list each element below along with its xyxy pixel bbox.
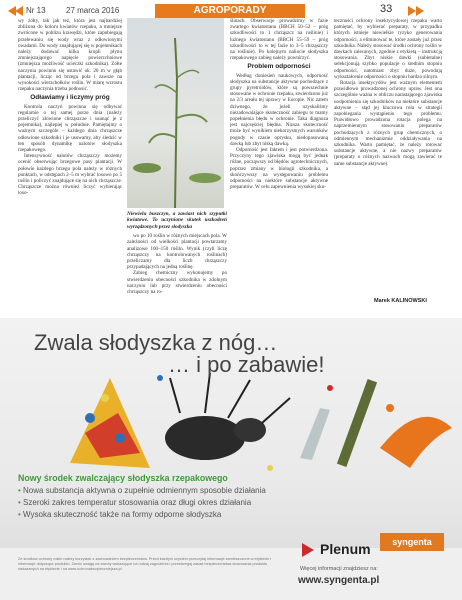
bullet-text: Wysoka skuteczność także na formy odporne słodyszka [23, 510, 222, 519]
paragraph: Według doniesień naukowych, odporność słodyszka na substancje aktywne pochodzące z grupy pyretroidów, które są powszechnie stosowane w ochronie rzepaku, stwierdzono już na 2/3 areału tej uprawy w Europie. Nic zatem dziwnego, że jeżeli uzyskaliśmy niezadowalające skuteczność zabiegu to mamy popełnienia błędu w ochronie. Taka diagnoza jest najczęściej błędna. Nizsza skuteczność może być wynikiem niekorzystnych warunków pogody w czasie oprysku, niedopasowaną dawką lub zbyt niską dawką. [230, 72, 328, 147]
ad-footer [0, 548, 462, 600]
paragraph: ślinach. Obserwacje prowadzimy w fazie zwartego kwiatostanu (BBCH 50–52 – próg szkodliwości to 1 chrząszcz na roślinie) i luźnego kwiatostanu (BBCH 55–59 – próg szkodliwości to w tej fazie to 3–5 chrząszczy na roślinie). Po kolejnym naliocie słodyszka rzepakowego zabieg należy powtórzyć. [230, 18, 328, 62]
issue-date: 27 marca 2016 [66, 6, 120, 15]
bullet-icon: • [18, 486, 24, 495]
article-column-2 [127, 211, 227, 310]
ad-bullet [18, 510, 221, 519]
right-chevron-icon [408, 6, 416, 16]
page-number: 33 [380, 3, 393, 15]
left-chevron-icon-2 [15, 6, 23, 16]
section-heading: Odławiamy i liczymy próg [30, 94, 110, 102]
more-info-label: Więcej informacji znajdziesz na: [300, 566, 378, 572]
section-heading: Problem odporności [247, 63, 311, 71]
issue-number: Nr 13 [26, 6, 46, 15]
website-link[interactable]: www.syngenta.pl [298, 575, 380, 586]
paragraph: teczności ochrony insektycydowej rzepaku warto pamiętać, by wybierać preparaty, w przypadku których istnieje niewielkie ryzyko generowania odporności, a eliminować te, które zostały już przez szkodnika. Należy stosować środki ochrony roślin w dawkach zalecanych, zgodnie z etykietą – instrukcją stosowania. Zbyt niskie dawki (subletalne) selekcjonują szybko populacje o średnim stopniu odporności, natomiast zbyt duże, powodują wykształcenie odporności o stopniu bardzo silnym. [334, 18, 442, 80]
ad-title-line-2: … i po zabawie! [168, 352, 325, 377]
bullet-text: Szeroki zakres temperatur stosowania oraz długi okres działania [23, 498, 252, 507]
paragraph: Odporność jest faktem i jest potwierdzona. Przyczyny tego zjawiska mogą być jednak różne, począwszy od błędów agrotechnicznych, poprzez zmiany w biologii szkodnika, a skończywszy na występowaniu problemu odporności na niektóre substancje aktywne preparatów. W celu zapewnienia wysokiej sku- [230, 147, 328, 191]
photo-caption: Niewielu buszczyn, a zawiast nich szyputki kwiatowe. To uczynione skutek uszkodzeń wyrządzonych przez słodyszka [127, 211, 227, 230]
paragraph: Intensywność nalotów chrząszczy możemy ocenić obserwując brzegowe pasy plantacji. W połowie każdego brzegu pola należy w różnych punktach, w odstępach 2–5 m wybrać losowo po 5 roślin i policzyć znajdujące się na nich chrząszcze. Chrząszcze można również liczyć wybierając loso- [18, 153, 122, 197]
plant-illustration [127, 18, 224, 208]
ad-headline: Nowy środek zwalczający słodyszka rzepakowego [18, 473, 228, 483]
legal-text: Ze środków ochrony roślin należy korzystać z zachowaniem bezpieczeństwa. Przed każdym użyciem przeczytaj informacje zamieszczone w etykiecie i informacje dotyczące produktu. Zwróć uwagę na zwroty wskazujące na rodzaj zagrożenia i przestrzegaj zasad bezpieczeństwa stosowania produktu wskazanych na etykiecie i na www.ochronabezpieczniejsza.pl [18, 557, 272, 571]
right-chevron-icon-2 [416, 6, 424, 16]
paragraph: Zabieg chemiczny wykonujemy po stwierdzeniu obecności szkodnika w zdolnym naczyniu lub przy stwierdzeniu obecności chrząszczy na ro- [127, 270, 227, 296]
paragraph: wy żółty, tak jak też, która jest najbardziej zbliżona do koloru kwiatów rzepaku, a mniejsze zwrócone w poblizu krawędzi, które zapobiegają przelewaniu się wody wraz z odłowionymi owadami. Do wody znajdującej się w pojemnikach należy dodawać kilka kropli płynu zmniejszającego napięcie powierzchniowe (zmniejsza możliwość ucieczki szkodnika). Zółte naczynia powinno się ustawić ok. 20 m w głąb plantacji, licząc od brzegu pola i zawsze na wysokości wierzchołków roślin. W miarę wzrostu rzepaku naczynia trzeba podnosić. [18, 18, 122, 93]
plenum-brand: Plenum [320, 541, 371, 557]
paragraph: wo po 10 roślin w różnych miejscach pola. W zależności od wielkości plantacji powtarzamy analizowe 100–150 roślin. Wynik (czyli liczę chrząszczy na kontrolowanych roślinach) przeliczamy dla liczb chrząszczy przypadających na jedną roślinę. [127, 233, 227, 271]
article-column-3 [230, 18, 328, 310]
ad-bullet [18, 486, 266, 495]
article-column-1 [18, 18, 122, 310]
syngenta-logo: syngenta [380, 533, 444, 551]
bullet-icon: • [18, 510, 24, 519]
bullet-icon: • [18, 498, 24, 507]
ad-bullet [18, 498, 251, 507]
ad-title-line-1: Zwala słodyszka z nóg… [34, 330, 278, 355]
rapeseed-photo [127, 18, 224, 208]
author-name: Marek KALINOWSKI [374, 298, 427, 304]
section-title: AGROPORADY [155, 4, 305, 18]
paragraph: Kontrola naczyń powinna się odbywać regularnie o tej samej porze dnia (należy przeliczyć złowione chrząszcze i usunąć je z pojemnika), najlepiej w południe. Pamiętajmy o ważnym szczególe – każdego dnia chrząszcze odłowione szkodniki i je usuwamy, aby śledzić w ten sposób dynamikę nalotów słodyszka rzepakowego. [18, 103, 122, 154]
paragraph: Rotacja insektycydów jest ważnym elementem prawidłowo prowadzonej ochrony upraw. Jest ona szczególnie ważna w obliczu narastającego zjawiska uodpornienia się szkodników na niektóre substancje aktywne – stąd jej kluczowa rola w strategii zapobiegania wystąpieniu tego problemu. Prawidłowo prowadzona rotacja polega na naprzemiennym stosowaniu preparatów pochodzących z różnych grup chemicznych, o odmiennym mechanizmie oddziaływania na szkodnika. Warto pamiętać, że należy rotować substancje aktywne, a nie nazwy preparatów (preparaty o różnych nazwach mogą zawierać te same substancje aktywne). [334, 80, 442, 167]
plenum-logo-icon [302, 543, 314, 557]
bullet-text: Nowa substancja aktywna o zupełnie odmiennym sposobie działania [23, 486, 266, 495]
article-column-4 [334, 18, 442, 298]
